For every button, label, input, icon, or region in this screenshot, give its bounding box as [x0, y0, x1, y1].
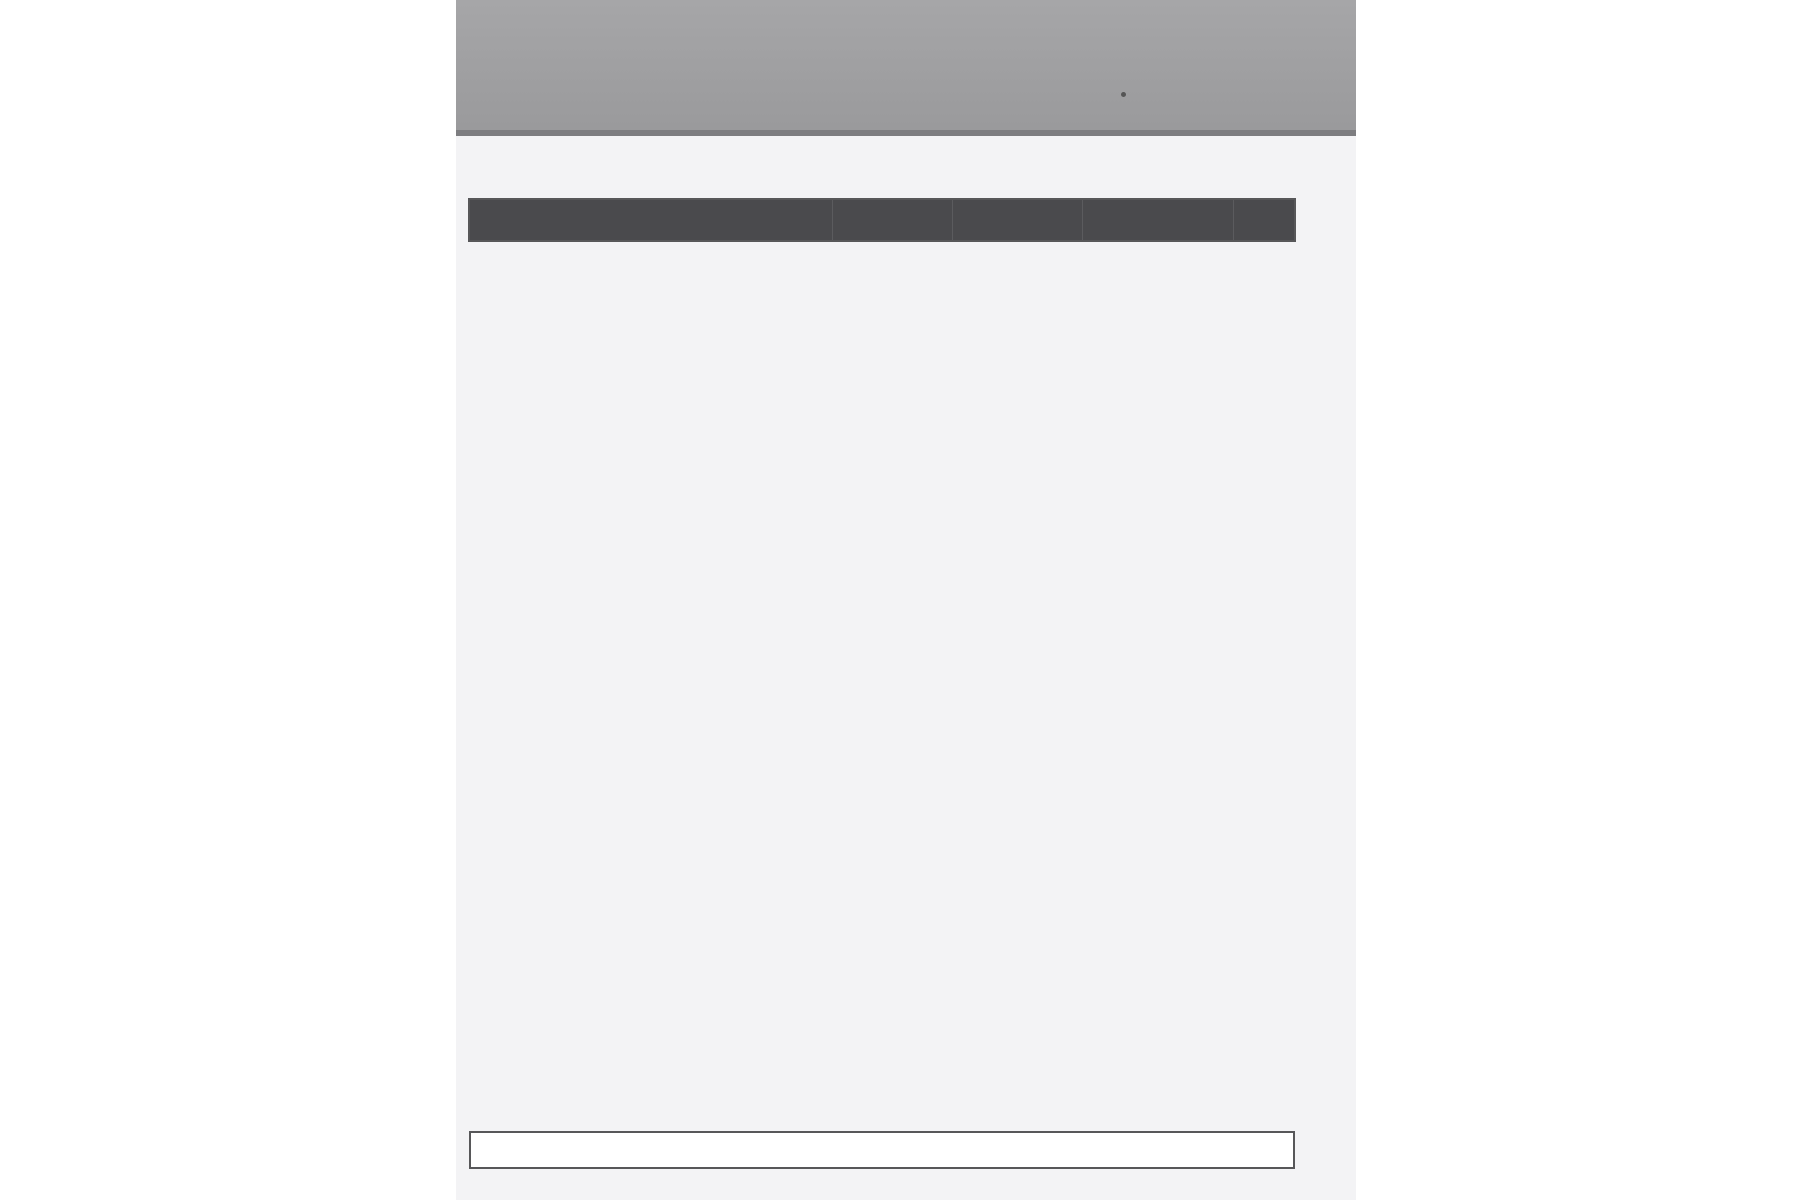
- contents-table: [468, 198, 1296, 242]
- header-band: [456, 0, 1356, 130]
- cd-script-row[interactable]: [469, 1131, 1295, 1169]
- print-mark: [1121, 92, 1126, 97]
- table-header: [470, 200, 1294, 240]
- book-page: [456, 0, 1356, 1200]
- header-rule: [456, 130, 1356, 136]
